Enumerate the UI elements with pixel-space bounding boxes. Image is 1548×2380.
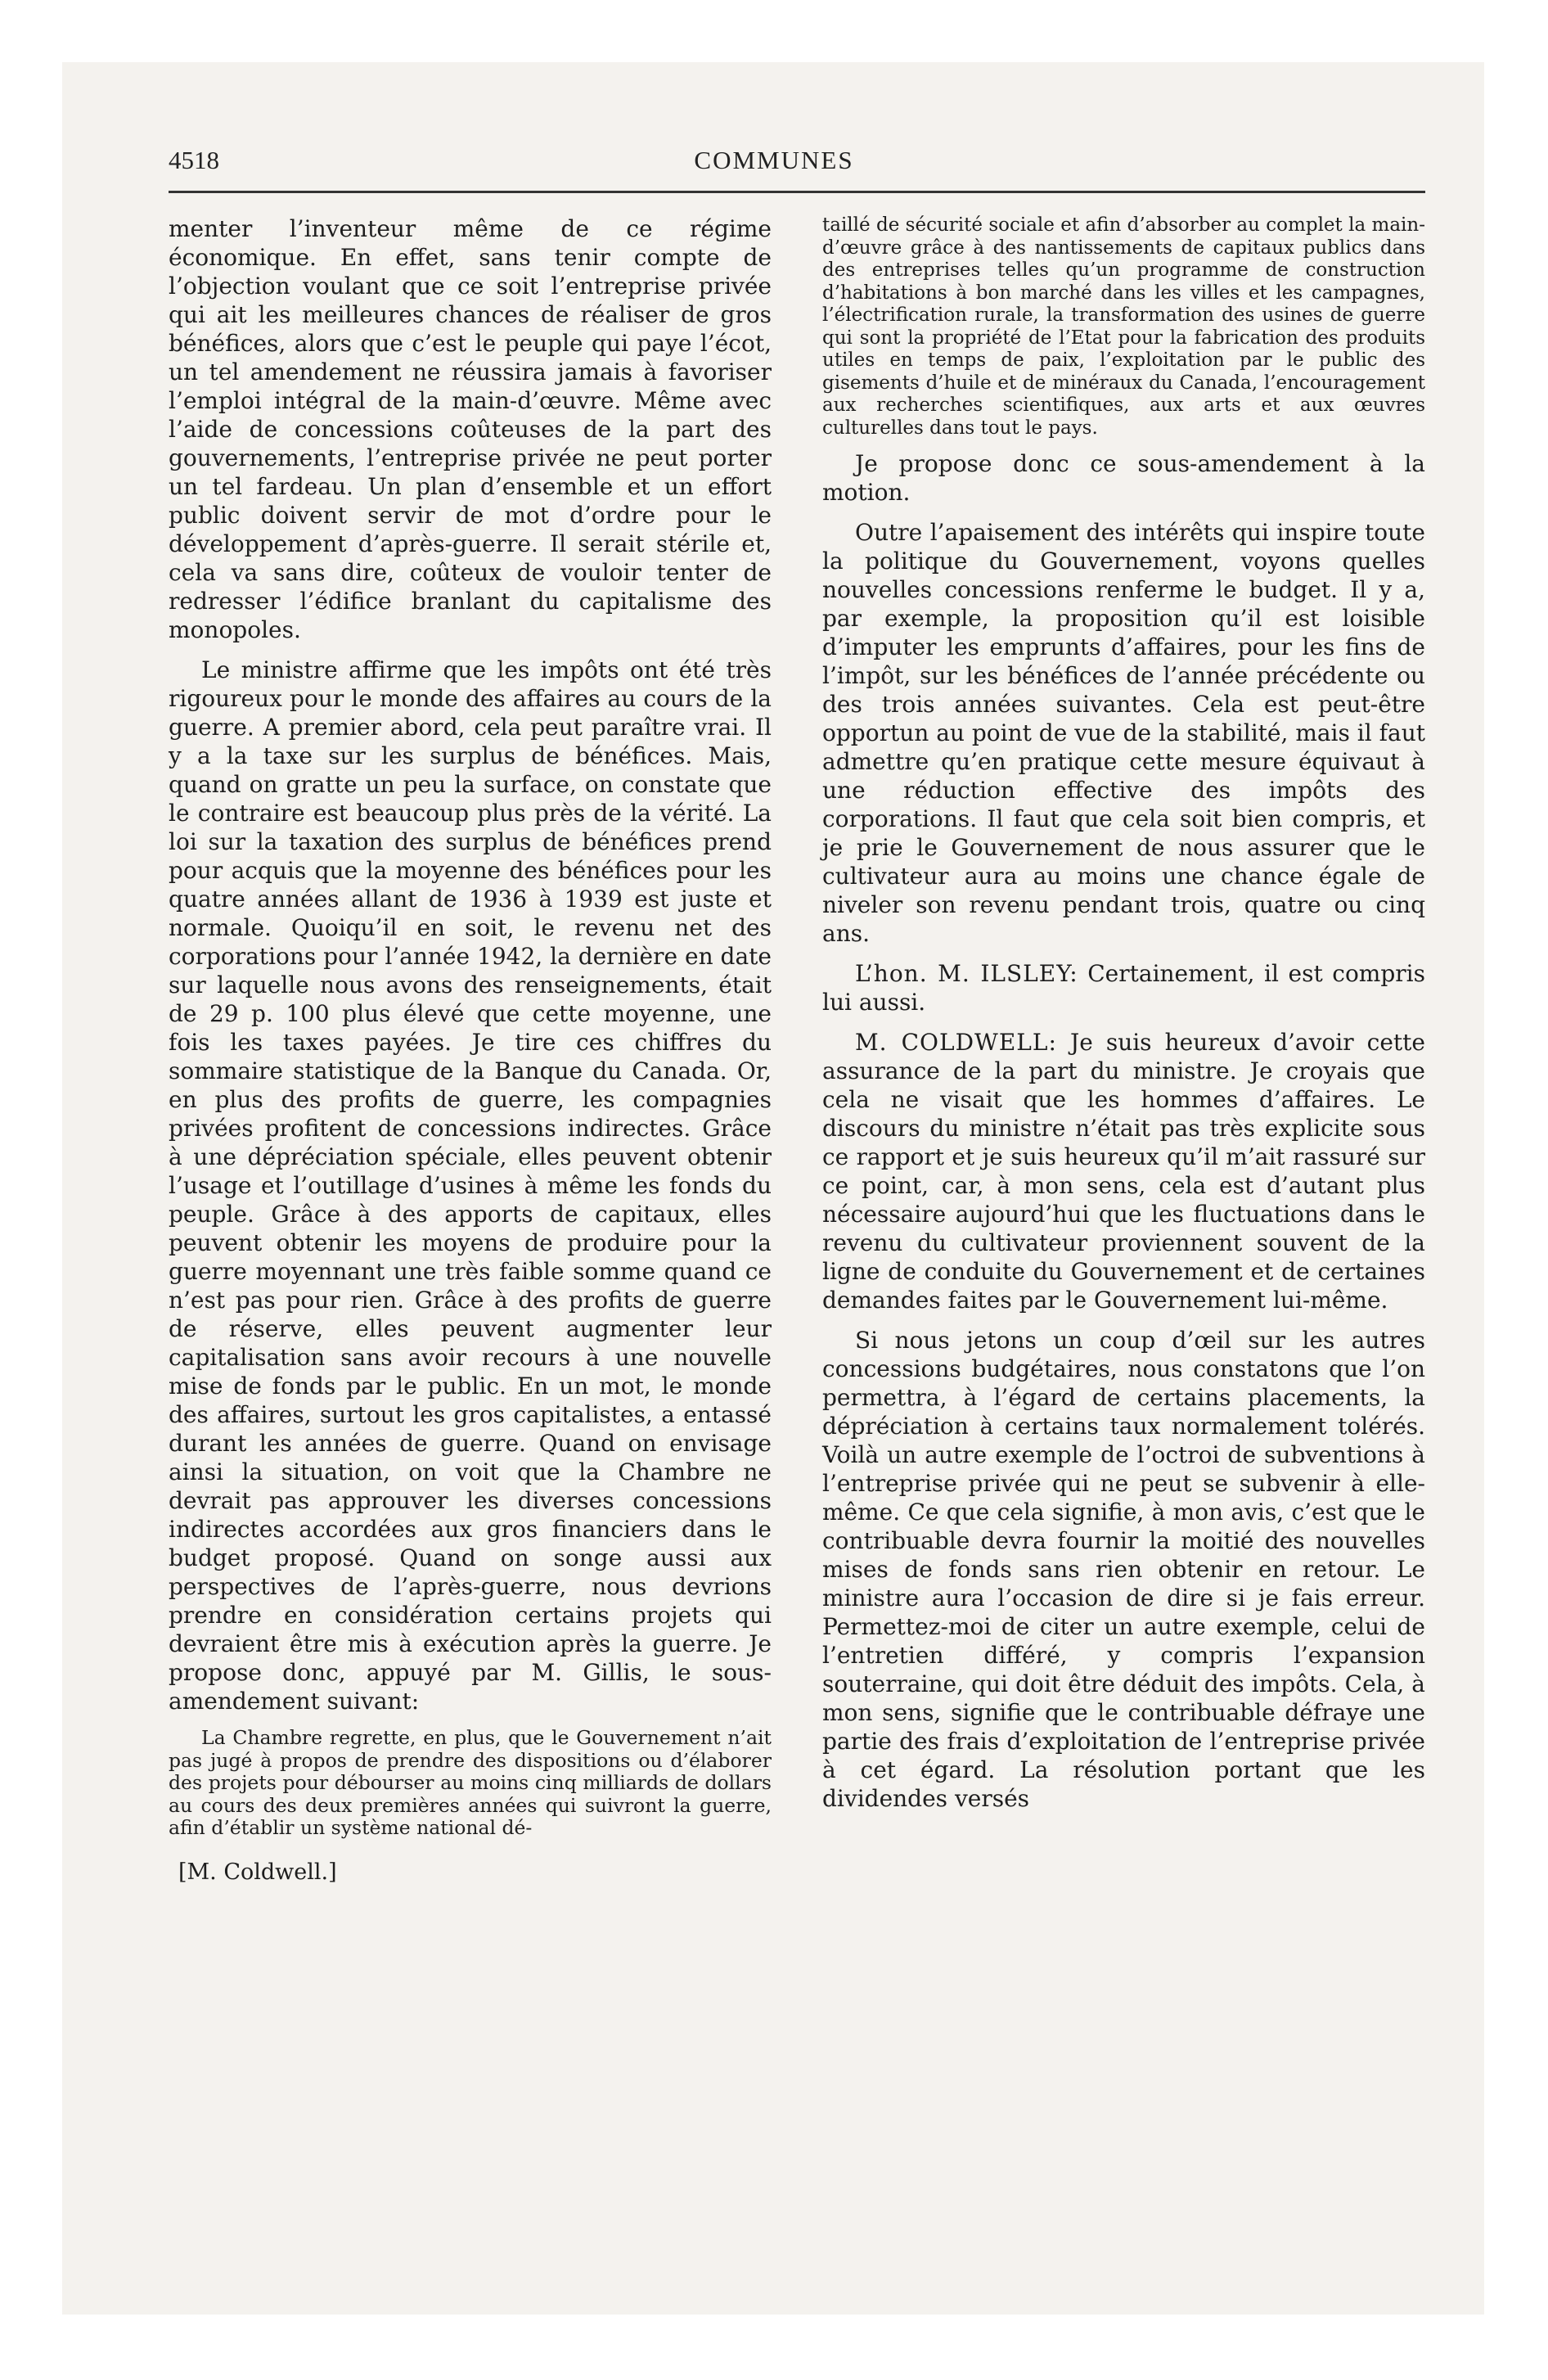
speaker-name: M. COLDWELL: [855,1029,1057,1056]
left-column [169,214,772,1898]
header-rule [169,191,1425,193]
speech-coldwell [822,1028,1425,1314]
page-number: 4518 [169,146,219,174]
quoted-amendment-continued: taillé de sécurité sociale et afin d’absorber au complet la main-d’œuvre grâce à des nantissements de capitaux publics dans des entreprises telles qu’un programme de construction d’habitations à bon marché dans les villes et les campagnes, l’électrification rurale, la transformation des usines de guerre qui sont la propriété de l’Etat pour la fabrication des produits utiles en temps de paix, l’exploitation par le public des gisements d’huile et de minéraux du Canada, l’encouragement aux recherches scientifiques, aux arts et aux œuvres culturelles dans tout le pays. [822,214,1425,439]
speaker-signature: [M. Coldwell.] [178,1859,337,1885]
speech-text: Je suis heureux d’avoir cette assurance de la part du ministre. Je croyais que cela ne visait que les hommes d’affaires. Le discours du ministre n’était pas très explicite sous ce rapport et je suis heureux qu’il m’ait rassuré sur ce point, car, à mon sens, cela est d’autant plus nécessaire aujourd’hui que les fluctuations dans le revenu du cultivateur proviennent souvent de la ligne de conduite du Gouvernement et de certaines demandes faites par le Gouvernement lui-même. [822,1029,1425,1314]
paragraph: Si nous jetons un coup d’œil sur les autres concessions budgétaires, nous constatons que l’on permettra, à l’égard de certains placements, la dépréciation à certains taux normalement tolérés. Voilà un autre exemple de l’octroi de subventions à l’entreprise privée qui ne peut se subvenir à elle-même. Ce que cela signifie, à mon avis, c’est que le contribuable devra fournir la moitié des nouvelles mises de fonds sans rien obtenir en retour. Le ministre aura l’occasion de dire si je fais erreur. Permettez-moi de citer un autre exemple, celui de l’entretien différé, y compris l’expansion souterraine, qui doit être déduit des impôts. Cela, à mon sens, signifie que le contribuable défraye une partie des frais d’exploitation de l’entreprise privée à cet égard. La résolution portant que les dividendes versés [822,1327,1425,1812]
paragraph: menter l’inventeur même de ce régime économique. En effet, sans tenir compte de l’objection voulant que ce soit l’entreprise privée qui ait les meilleures chances de réaliser de gros bénéfices, alors que c’est le peuple qui paye l’écot, un tel amendement ne réussira jamais à favoriser l’emploi intégral de la main-d’œuvre. Même avec l’aide de concessions coûteuses de la part des gouvernements, l’entreprise privée ne peut porter un tel fardeau. Un plan d’ensemble et un effort public doivent servir de mot d’ordre pour le développement d’après-guerre. Il serait stérile et, cela va sans dire, coûteux de vouloir tenter de redresser l’édifice branlant du capitalisme des monopoles. [169,215,772,643]
right-column [822,214,1425,1824]
speech-ilsley [822,959,1425,1016]
speech-text: Certainement, il est compris lui aussi. [822,960,1425,1016]
paragraph: Je propose donc ce sous-amendement à la motion. [822,450,1425,506]
paragraph: Le ministre affirme que les impôts ont été très rigoureux pour le monde des affaires au cours de la guerre. A premier abord, cela peut paraître vrai. Il y a la taxe sur les surplus de bénéfices. Mais, quand on gratte un peu la surface, on constate que le contraire est beaucoup plus près de la vérité. La loi sur la taxation des surplus de bénéfices prend pour acquis que la moyenne des bénéfices pour les quatre années allant de 1936 à 1939 est juste et normale. Quoiqu’il en soit, le revenu net des corporations pour l’année 1942, la dernière en date sur laquelle nous avons des renseignements, était de 29 p. 100 plus élevé que cette moyenne, une fois les taxes payées. Je tire ces chiffres du sommaire statistique de la Banque du Canada. Or, en plus des profits de guerre, les compagnies privées profitent de concessions indirectes. Grâce à une dépréciation spéciale, elles peuvent obtenir l’usage et l’outillage d’usines à même les fonds du peuple. Grâce à des apports de capitaux, elles peuvent obtenir les moyens de produire pour la guerre moyennant une très faible somme quand ce n’est pas pour rien. Grâce à des profits de guerre de réserve, elles peuvent augmenter leur capitalisation sans avoir recours à une nouvelle mise de fonds par le public. En un mot, le monde des affaires, surtout les gros capitalistes, a entassé durant les années de guerre. Quand on envisage ainsi la situation, on voit que la Chambre ne devrait pas approuver les diverses concessions indirectes accordées aux gros financiers dans le budget proposé. Quand on songe aussi aux perspectives de l’après-guerre, nous devrions prendre en considération certains projets qui devraient être mis à exécution après la guerre. Je propose donc, appuyé par M. Gillis, le sous-amendement suivant: [169,656,772,1715]
speaker-name: L’hon. M. ILSLEY: [855,960,1078,987]
running-head: COMMUNES [694,146,854,174]
quoted-amendment: La Chambre regrette, en plus, que le Gouvernement n’ait pas jugé à propos de prendre des dispositions ou d’élaborer des projets pour débourser au moins cinq milliards de dollars au cours des deux premières années qui suivront la guerre, afin d’établir un système national dé- [169,1726,772,1839]
paragraph: Outre l’apaisement des intérêts qui inspire toute la politique du Gouvernement, voyons quelles nouvelles concessions renferme le budget. Il y a, par exemple, la proposition qu’il est loisible d’imputer les emprunts d’affaires, pour les fins de l’impôt, sur les bénéfices de l’année précédente ou des trois années suivantes. Cela est peut-être opportun au point de vue de la stabilité, mais il faut admettre qu’en pratique cette mesure équivaut à une réduction effective des impôts des corporations. Il faut que cela soit bien compris, et je prie le Gouvernement de nous assurer que le cultivateur aura au moins une chance égale de niveler son revenu pendant trois, quatre ou cinq ans. [822,519,1425,947]
